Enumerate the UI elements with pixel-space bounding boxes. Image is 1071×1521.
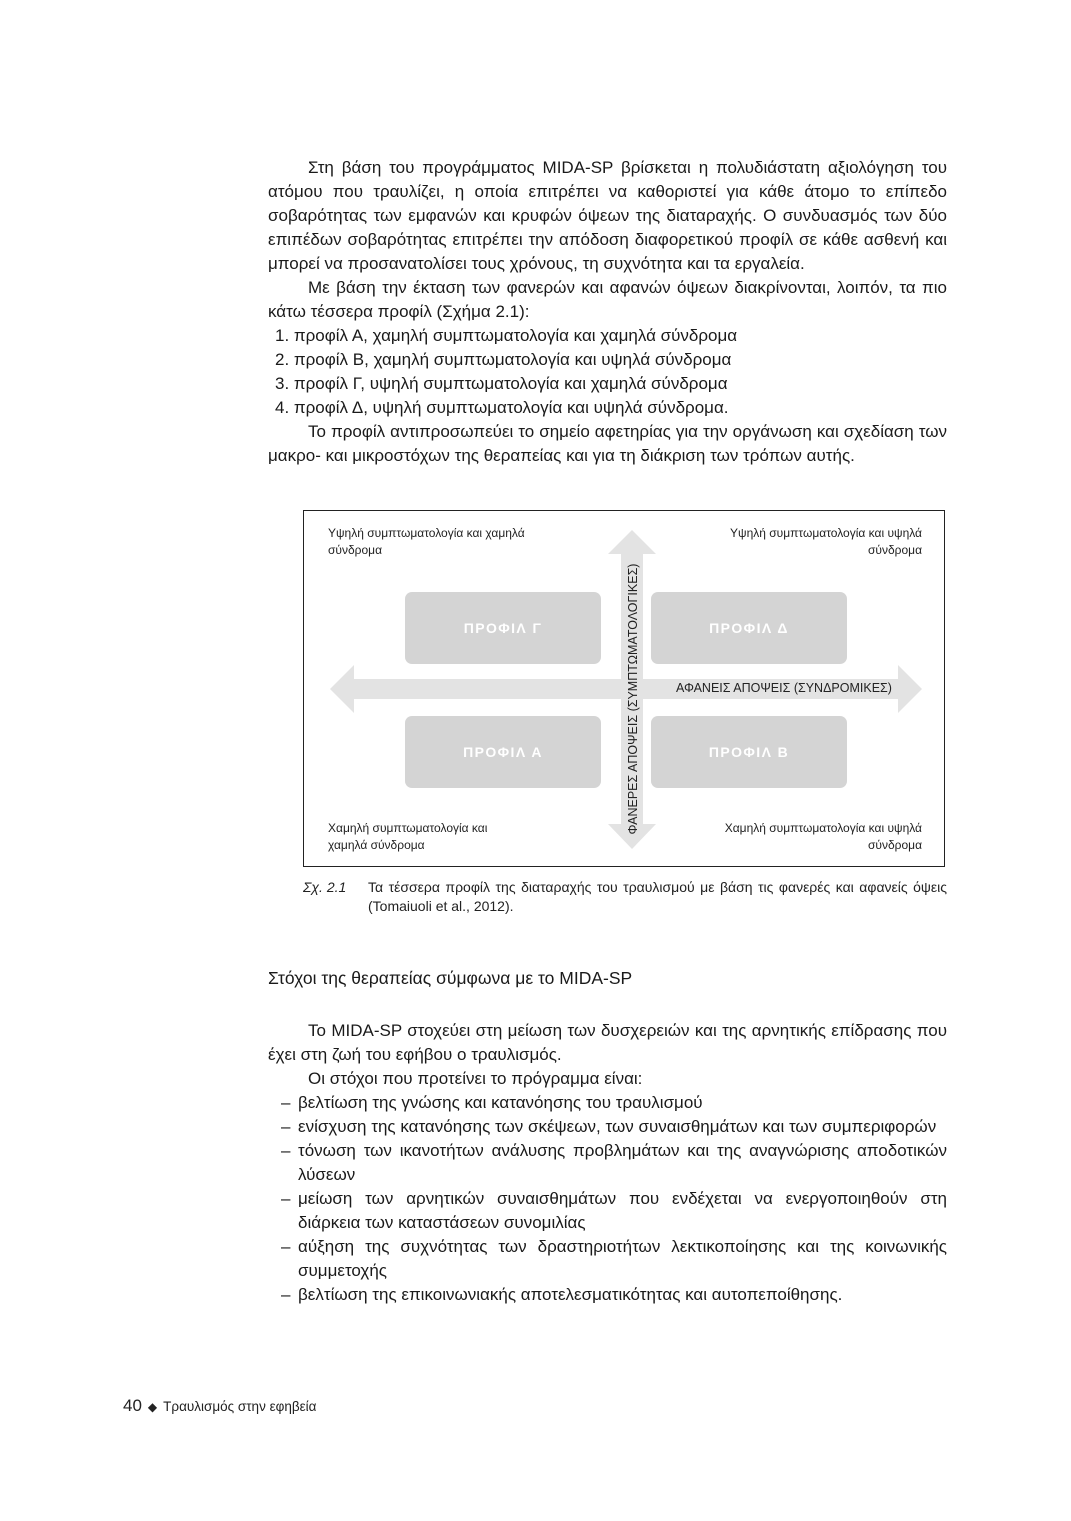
page-number: 40	[123, 1396, 142, 1415]
corner-label-top-left: Υψηλή συμπτωματολογία και χαμηλά σύνδρομα	[328, 526, 525, 557]
intro-paragraph-1: Στη βάση του προγράμματος MIDA-SP βρίσκεται η πολυδιάστατη αξιολόγηση του ατόμου που τραυλίζει, η οποία επιτρέπει να καθοριστεί για κάθε άτομο το επίπεδο σοβαρότητας των εμφανών και κρυφών όψεων της διαταραχής. Ο συνδυασμός των δύο επιπέδων σοβαρότητας επιτρέπει την απόδοση διαφορετικού προφίλ σε κάθε ασθενή και μπορεί να προσανατολίσει τους χρόνους, τη συχνότητα και τα εργαλεία.	[268, 158, 947, 273]
vertical-axis-label: ΦΑΝΕΡΕΣ ΑΠΟΨΕΙΣ (ΣΥΜΠΤΩΜΑΤΟΛΟΓΙΚΕΣ)	[626, 563, 640, 835]
list-item: 1. προφίλ Α, χαμηλή συμπτωματολογία και χαμηλά σύνδρομα	[275, 326, 738, 345]
figure-caption	[303, 878, 947, 916]
corner-label-bottom-left: Χαμηλή συμπτωματολογία και χαμηλά σύνδρομα	[328, 821, 488, 852]
profile-quadrant-figure	[303, 510, 945, 867]
list-item	[268, 1283, 947, 1307]
dash-marker: –	[281, 1189, 291, 1208]
diamond-icon: ◆	[147, 1400, 158, 1414]
goals-paragraph-1: Το MIDA-SP στοχεύει στη μείωση των δυσχερειών και της αρνητικής επίδρασης που έχει στη ζωή του εφήβου ο τραυλισμός.	[268, 1021, 947, 1064]
profile-gamma-box: ΠΡΟΦΙΛ Γ	[405, 592, 601, 664]
list-item: 2. προφίλ Β, χαμηλή συμπτωματολογία και υψηλά σύνδρομα	[275, 350, 732, 369]
horizontal-axis-label: ΑΦΑΝΕΙΣ ΑΠΟΨΕΙΣ (ΣΥΝΔΡΟΜΙΚΕΣ)	[676, 681, 892, 695]
caption-number: Σχ. 2.1	[303, 879, 347, 895]
list-item	[268, 1139, 947, 1187]
list-item: 3. προφίλ Γ, υψηλή συμπτωματολογία και χαμηλά σύνδρομα	[275, 374, 728, 393]
goal-text: μείωση των αρνητικών συναισθημάτων που ενδέχεται να ενεργοποιηθούν στη διάρκεια των καταστάσεων συνομιλίας	[298, 1189, 947, 1232]
list-item	[268, 1235, 947, 1283]
corner-label-bottom-right: Χαμηλή συμπτωματολογία και υψηλά σύνδρομα	[724, 821, 922, 852]
profile-alpha-box: ΠΡΟΦΙΛ Α	[405, 716, 601, 788]
profile-list	[268, 324, 947, 420]
goal-text: αύξηση της συχνότητας των δραστηριοτήτων λεκτικοποίησης και της κοινωνικής συμμετοχής	[298, 1237, 947, 1280]
page-footer	[123, 1396, 316, 1416]
caption-text: Τα τέσσερα προφίλ της διαταραχής του τραυλισμού με βάση τις φανερές και αφανείς όψεις (Tomaiuoli et al., 2012).	[368, 879, 947, 914]
corner-label-top-right: Υψηλή συμπτωματολογία και υψηλά σύνδρομα	[730, 526, 922, 557]
running-title: Τραυλισμός στην εφηβεία	[163, 1399, 317, 1414]
dash-marker: –	[281, 1237, 291, 1256]
list-item	[268, 1091, 947, 1115]
intro-paragraph-2: Με βάση την έκταση των φανερών και αφανών όψεων διακρίνονται, λοιπόν, τα πιο κάτω τέσσερα προφίλ (Σχήμα 2.1):	[268, 278, 947, 321]
goal-text: βελτίωση της γνώσης και κατανόησης του τραυλισμού	[298, 1093, 703, 1112]
goals-paragraph-2: Οι στόχοι που προτείνει το πρόγραμμα είναι:	[308, 1069, 643, 1088]
dash-marker: –	[281, 1285, 291, 1304]
list-item	[268, 1115, 947, 1139]
section-heading: Στόχοι της θεραπείας σύμφωνα με το MIDA-SP	[268, 968, 633, 988]
profile-beta-box: ΠΡΟΦΙΛ Β	[651, 716, 847, 788]
intro-section	[268, 156, 947, 468]
profile-delta-box: ΠΡΟΦΙΛ Δ	[651, 592, 847, 664]
goals-list	[268, 1091, 947, 1307]
list-item: 4. προφίλ Δ, υψηλή συμπτωματολογία και υψηλά σύνδρομα.	[275, 398, 729, 417]
goal-text: βελτίωση της επικοινωνιακής αποτελεσματικότητας και αυτοπεποίθησης.	[298, 1285, 843, 1304]
dash-marker: –	[281, 1141, 291, 1160]
dash-marker: –	[281, 1093, 291, 1112]
goals-section	[268, 1019, 947, 1307]
dash-marker: –	[281, 1117, 291, 1136]
list-item	[268, 1187, 947, 1235]
goal-text: ενίσχυση της κατανόησης των σκέψεων, των συναισθημάτων και των συμπεριφορών	[298, 1117, 937, 1136]
goal-text: τόνωση των ικανοτήτων ανάλυσης προβλημάτων και της αναγνώρισης αποδοτικών λύσεων	[298, 1141, 947, 1184]
intro-paragraph-3: Το προφίλ αντιπροσωπεύει το σημείο αφετηρίας για την οργάνωση και σχεδίαση των μακρο- και μικροστόχων της θεραπείας και για τη διάκριση των τρόπων αυτής.	[268, 422, 947, 465]
